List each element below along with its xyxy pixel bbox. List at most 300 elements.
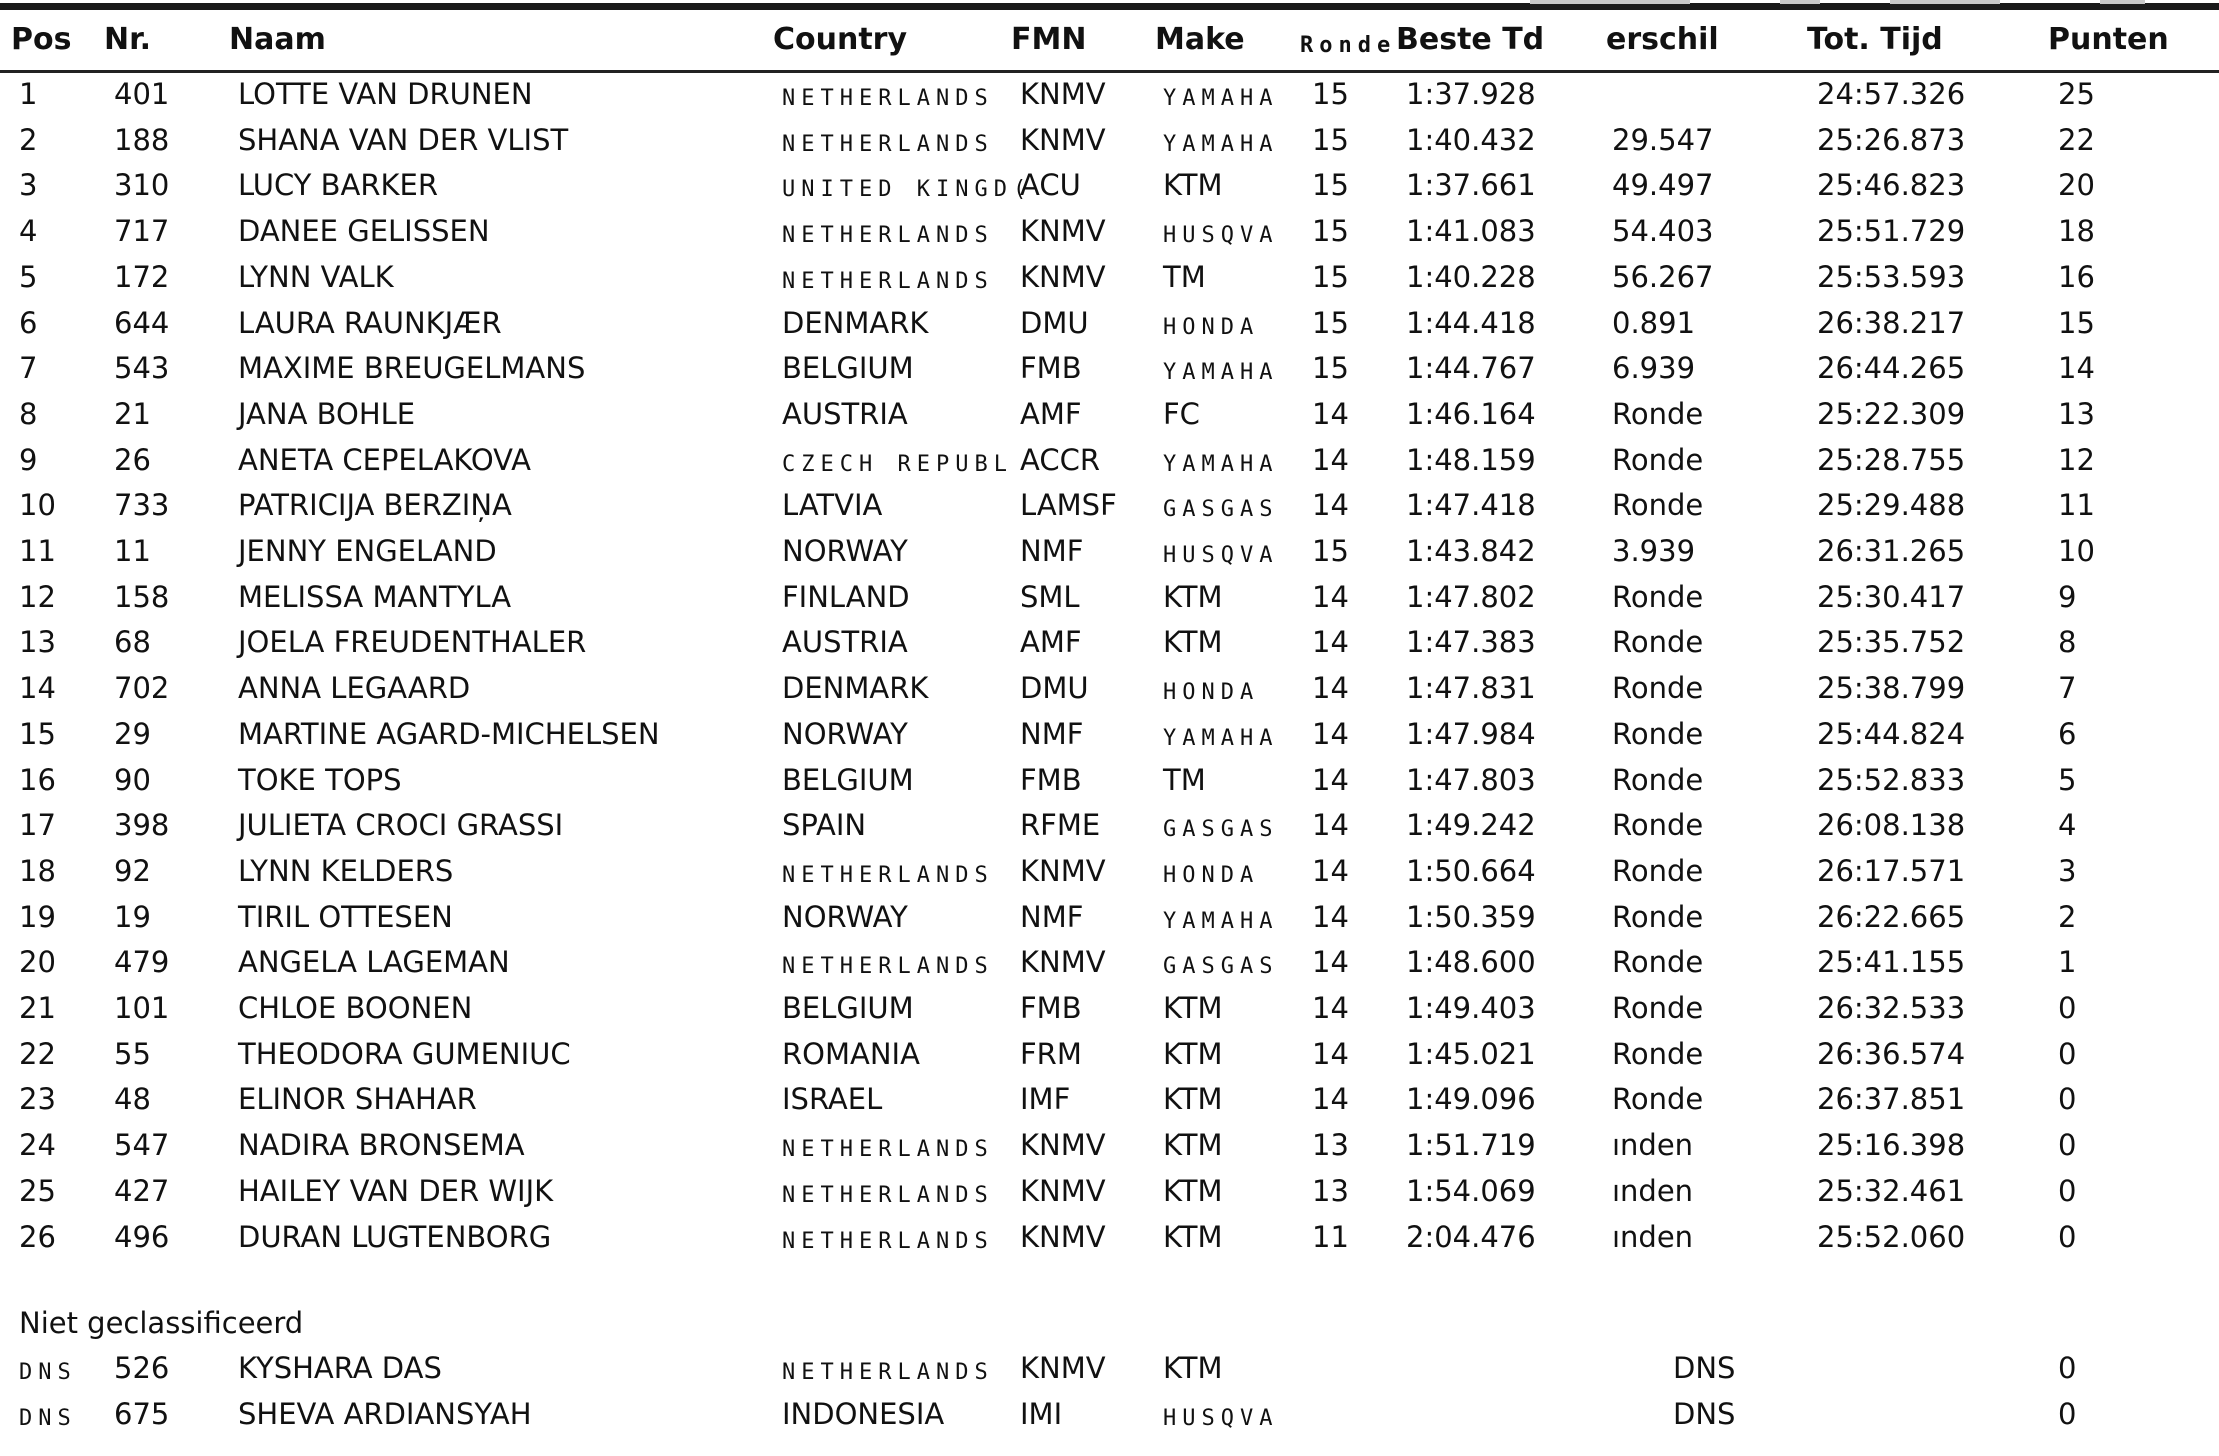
cell-pos: 15 <box>19 716 56 751</box>
cell-tot: 25:52.833 <box>1817 762 1966 797</box>
cell-pos: 20 <box>19 945 56 980</box>
cell-pos: 13 <box>19 625 56 660</box>
cell-naam: LYNN KELDERS <box>238 853 454 888</box>
cell-punten: 12 <box>2058 442 2095 477</box>
cell-fmn: IMF <box>1020 1082 1071 1117</box>
cell-beste: 1:49.242 <box>1406 808 1536 843</box>
cell-fmn: RFME <box>1020 808 1101 843</box>
cell-nr: 90 <box>114 762 151 797</box>
cell-naam: MELISSA MANTYLA <box>238 579 512 614</box>
cell-country: NORWAY <box>782 716 908 751</box>
cell-verschil: Ronde <box>1612 1082 1704 1117</box>
cell-make: TM <box>1163 259 1206 294</box>
cell-pos: 7 <box>19 351 38 386</box>
table-row <box>0 346 2219 392</box>
cell-nr: 48 <box>114 1082 151 1117</box>
cell-make: YAMAHA <box>1163 451 1279 477</box>
cell-country: NETHERLANDS <box>782 1137 994 1163</box>
cell-make: KTM <box>1163 625 1223 660</box>
cell-pos: 12 <box>19 579 56 614</box>
cell-make: YAMAHA <box>1163 86 1279 111</box>
cell-tot: 25:16.398 <box>1817 1128 1966 1163</box>
cell-verschil: 0.891 <box>1612 305 1696 340</box>
cell-make: FC <box>1163 396 1200 431</box>
table-row <box>0 1123 2219 1169</box>
cell-beste: 1:43.842 <box>1406 534 1536 568</box>
cell-nr: 526 <box>114 1351 170 1385</box>
cell-verschil: Ronde <box>1612 716 1704 751</box>
cell-ronde: 15 <box>1312 168 1349 203</box>
cell-nr: 496 <box>114 1219 170 1254</box>
cell-make: HUSQVA <box>1163 1405 1279 1431</box>
cell-country: NETHERLANDS <box>782 1182 994 1208</box>
cell-punten: 5 <box>2058 762 2077 797</box>
cell-ronde: 14 <box>1312 716 1349 751</box>
cell-make: YAMAHA <box>1163 908 1279 934</box>
cell-fmn: NMF <box>1020 716 1084 751</box>
table-row <box>0 1032 2219 1078</box>
cell-country: NETHERLANDS <box>782 862 994 888</box>
cell-pos: 1 <box>19 77 38 111</box>
cell-beste: 1:47.803 <box>1406 762 1536 797</box>
cell-beste: 1:49.096 <box>1406 1082 1536 1117</box>
cell-beste: 1:47.418 <box>1406 488 1536 523</box>
header-make: Make <box>1155 22 1245 57</box>
cell-beste: 1:47.984 <box>1406 716 1536 751</box>
cell-punten: 11 <box>2058 488 2095 523</box>
cell-verschil: 3.939 <box>1612 534 1696 568</box>
table-row <box>0 666 2219 712</box>
cell-country: DENMARK <box>782 671 929 706</box>
cell-fmn: FMB <box>1020 762 1082 797</box>
table-row <box>0 301 2219 347</box>
cell-beste: 1:44.767 <box>1406 351 1536 386</box>
cell-verschil: Ronde <box>1612 671 1704 706</box>
cell-nr: 11 <box>114 534 151 568</box>
cell-beste: 1:40.228 <box>1406 259 1536 294</box>
header-fmn: FMN <box>1011 22 1087 57</box>
cell-status: DNS <box>1673 1396 1736 1431</box>
table-row <box>0 986 2219 1032</box>
cell-fmn: KNMV <box>1020 77 1106 111</box>
cell-fmn: KNMV <box>1020 1173 1106 1208</box>
table-row <box>0 72 2219 118</box>
cell-nr: 55 <box>114 1036 151 1071</box>
cell-nr: 92 <box>114 853 151 888</box>
cell-ronde: 14 <box>1312 1036 1349 1071</box>
cell-pos: 24 <box>19 1128 56 1163</box>
cell-ronde: 14 <box>1312 488 1349 523</box>
cell-country: NETHERLANDS <box>782 954 994 980</box>
cell-punten: 0 <box>2058 1396 2077 1431</box>
cell-verschil: ınden <box>1612 1219 1694 1254</box>
cell-punten: 25 <box>2058 77 2095 111</box>
cell-naam: CHLOE BOONEN <box>238 991 473 1025</box>
cell-beste: 1:48.159 <box>1406 442 1536 477</box>
cell-pos: 16 <box>19 762 56 797</box>
cell-nr: 401 <box>114 77 170 111</box>
cell-fmn: FMB <box>1020 351 1082 386</box>
unclassified-row <box>0 1392 2219 1438</box>
cell-naam: PATRICIJA BERZIŅA <box>238 488 512 523</box>
cell-fmn: IMI <box>1020 1396 1063 1431</box>
cell-naam: ANGELA LAGEMAN <box>238 945 510 980</box>
cell-pos: 8 <box>19 396 38 431</box>
cell-country: NORWAY <box>782 534 908 568</box>
table-row <box>0 1077 2219 1123</box>
cell-verschil: Ronde <box>1612 853 1704 888</box>
cell-pos: 21 <box>19 991 56 1025</box>
cell-ronde: 14 <box>1312 991 1349 1025</box>
cell-country: NETHERLANDS <box>782 86 994 111</box>
cell-tot: 25:26.873 <box>1817 122 1966 157</box>
cell-fmn: KNMV <box>1020 122 1106 157</box>
header-punten: Punten <box>2048 22 2169 57</box>
cell-fmn: KNMV <box>1020 1128 1106 1163</box>
cell-make: HONDA <box>1163 314 1260 340</box>
cell-nr: 68 <box>114 625 151 660</box>
cell-verschil: 56.267 <box>1612 259 1714 294</box>
cell-punten: 1 <box>2058 945 2077 980</box>
cell-pos: 5 <box>19 259 38 294</box>
cell-country: LATVIA <box>782 488 883 523</box>
cell-make: HUSQVA <box>1163 223 1279 249</box>
cell-pos: 6 <box>19 305 38 340</box>
cell-nr: 717 <box>114 214 170 249</box>
cell-punten: 20 <box>2058 168 2095 203</box>
cell-pos: 19 <box>19 899 56 934</box>
cell-punten: 4 <box>2058 808 2077 843</box>
cell-fmn: KNMV <box>1020 1219 1106 1254</box>
cell-naam: SHANA VAN DER VLIST <box>238 122 569 157</box>
cell-nr: 21 <box>114 396 151 431</box>
cell-pos: 3 <box>19 168 38 203</box>
cell-verschil: ınden <box>1612 1173 1694 1208</box>
cell-fmn: LAMSF <box>1020 488 1117 523</box>
cell-naam: MAXIME BREUGELMANS <box>238 351 586 386</box>
cell-nr: 398 <box>114 808 170 843</box>
cell-nr: 172 <box>114 259 170 294</box>
cell-beste: 1:47.831 <box>1406 671 1536 706</box>
cell-tot: 25:46.823 <box>1817 168 1966 203</box>
cell-pos: DNS <box>19 1360 77 1385</box>
cell-naam: DURAN LUGTENBORG <box>238 1219 552 1254</box>
cell-pos: 17 <box>19 808 56 843</box>
cell-country: BELGIUM <box>782 991 914 1025</box>
cell-fmn: SML <box>1020 579 1080 614</box>
cell-nr: 644 <box>114 305 170 340</box>
cell-tot: 25:44.824 <box>1817 716 1966 751</box>
cell-pos: 9 <box>19 442 38 477</box>
cell-punten: 0 <box>2058 1036 2077 1071</box>
top-border-block <box>1780 0 1820 4</box>
cell-country: BELGIUM <box>782 351 914 386</box>
cell-tot: 25:28.755 <box>1817 442 1966 477</box>
table-row <box>0 392 2219 438</box>
cell-punten: 10 <box>2058 534 2095 568</box>
cell-make: KTM <box>1163 1128 1223 1163</box>
cell-country: NETHERLANDS <box>782 1228 994 1254</box>
header-naam: Naam <box>229 22 326 57</box>
cell-verschil: Ronde <box>1612 396 1704 431</box>
cell-verschil: Ronde <box>1612 625 1704 660</box>
cell-country: NETHERLANDS <box>782 223 994 249</box>
cell-ronde: 15 <box>1312 77 1349 111</box>
cell-ronde: 15 <box>1312 534 1349 568</box>
cell-ronde: 14 <box>1312 396 1349 431</box>
cell-nr: 427 <box>114 1173 170 1208</box>
table-row <box>0 620 2219 666</box>
cell-nr: 675 <box>114 1396 170 1431</box>
cell-nr: 479 <box>114 945 170 980</box>
header-ronde: Ronde <box>1300 33 1397 58</box>
table-row <box>0 575 2219 621</box>
cell-pos: 25 <box>19 1173 56 1208</box>
cell-punten: 0 <box>2058 1128 2077 1163</box>
cell-tot: 24:57.326 <box>1817 77 1966 111</box>
cell-nr: 547 <box>114 1128 170 1163</box>
header-pos: Pos <box>11 22 72 57</box>
cell-punten: 0 <box>2058 991 2077 1025</box>
cell-punten: 18 <box>2058 214 2095 249</box>
cell-tot: 25:32.461 <box>1817 1173 1966 1208</box>
top-rule <box>0 3 2219 10</box>
cell-country: AUSTRIA <box>782 396 908 431</box>
cell-make: YAMAHA <box>1163 131 1279 157</box>
cell-ronde: 14 <box>1312 945 1349 980</box>
top-border-block <box>1530 0 1690 4</box>
cell-ronde: 15 <box>1312 259 1349 294</box>
cell-ronde: 14 <box>1312 579 1349 614</box>
cell-nr: 158 <box>114 579 170 614</box>
cell-verschil: Ronde <box>1612 488 1704 523</box>
cell-tot: 26:31.265 <box>1817 534 1966 568</box>
cell-beste: 1:41.083 <box>1406 214 1536 249</box>
cell-naam: DANEE GELISSEN <box>238 214 490 249</box>
cell-fmn: KNMV <box>1020 259 1106 294</box>
cell-tot: 25:38.799 <box>1817 671 1966 706</box>
cell-fmn: DMU <box>1020 305 1089 340</box>
table-row <box>0 849 2219 895</box>
cell-ronde: 13 <box>1312 1128 1349 1163</box>
table-row <box>0 758 2219 804</box>
cell-country: CZECH REPUBL <box>782 451 1013 477</box>
cell-verschil: Ronde <box>1612 945 1704 980</box>
top-border-block <box>2100 0 2145 4</box>
cell-naam: KYSHARA DAS <box>238 1351 442 1385</box>
cell-country: INDONESIA <box>782 1396 945 1431</box>
cell-naam: MARTINE AGARD-MICHELSEN <box>238 716 660 751</box>
cell-ronde: 11 <box>1312 1219 1349 1254</box>
cell-fmn: FRM <box>1020 1036 1082 1071</box>
cell-naam: ELINOR SHAHAR <box>238 1082 477 1117</box>
header-nr: Nr. <box>104 22 152 57</box>
cell-country: UNITED KINGD( <box>782 177 1033 203</box>
cell-nr: 543 <box>114 351 170 386</box>
cell-punten: 0 <box>2058 1082 2077 1117</box>
cell-punten: 7 <box>2058 671 2077 706</box>
table-row <box>0 118 2219 164</box>
cell-ronde: 15 <box>1312 351 1349 386</box>
cell-pos: 4 <box>19 214 38 249</box>
cell-tot: 26:08.138 <box>1817 808 1966 843</box>
cell-country: NORWAY <box>782 899 908 934</box>
cell-pos: 10 <box>19 488 56 523</box>
cell-fmn: KNMV <box>1020 853 1106 888</box>
cell-country: DENMARK <box>782 305 929 340</box>
cell-naam: HAILEY VAN DER WIJK <box>238 1173 554 1208</box>
cell-ronde: 15 <box>1312 305 1349 340</box>
header-verschil: erschil <box>1606 22 1719 57</box>
cell-status: DNS <box>1673 1351 1736 1385</box>
cell-naam: THEODORA GUMENIUC <box>238 1036 571 1071</box>
cell-fmn: KNMV <box>1020 945 1106 980</box>
cell-ronde: 14 <box>1312 625 1349 660</box>
cell-pos: 26 <box>19 1219 56 1254</box>
table-row <box>0 255 2219 301</box>
cell-country: SPAIN <box>782 808 867 843</box>
cell-verschil: Ronde <box>1612 762 1704 797</box>
cell-make: KTM <box>1163 991 1223 1025</box>
cell-tot: 26:37.851 <box>1817 1082 1966 1117</box>
cell-tot: 26:22.665 <box>1817 899 1966 934</box>
cell-verschil: Ronde <box>1612 442 1704 477</box>
table-row <box>0 803 2219 849</box>
cell-naam: JULIETA CROCI GRASSI <box>238 808 564 843</box>
cell-country: FINLAND <box>782 579 910 614</box>
cell-make: GASGAS <box>1163 954 1279 980</box>
cell-nr: 29 <box>114 716 151 751</box>
cell-nr: 19 <box>114 899 151 934</box>
cell-punten: 15 <box>2058 305 2095 340</box>
cell-beste: 1:50.664 <box>1406 853 1536 888</box>
table-row <box>0 940 2219 986</box>
cell-beste: 1:46.164 <box>1406 396 1536 431</box>
cell-make: HUSQVA <box>1163 543 1279 568</box>
unclassified-label: Niet geclassificeerd <box>19 1306 304 1340</box>
header-tot: Tot. Tijd <box>1807 22 1943 57</box>
cell-naam: JANA BOHLE <box>238 396 416 431</box>
cell-punten: 22 <box>2058 122 2095 157</box>
cell-make: KTM <box>1163 1036 1223 1071</box>
cell-naam: JOELA FREUDENTHALER <box>238 625 587 660</box>
cell-fmn: AMF <box>1020 625 1082 660</box>
cell-country: ROMANIA <box>782 1036 920 1071</box>
cell-tot: 25:29.488 <box>1817 488 1966 523</box>
cell-tot: 26:44.265 <box>1817 351 1966 386</box>
cell-verschil: Ronde <box>1612 899 1704 934</box>
cell-fmn: DMU <box>1020 671 1089 706</box>
cell-nr: 26 <box>114 442 151 477</box>
cell-punten: 8 <box>2058 625 2077 660</box>
cell-pos: 2 <box>19 122 38 157</box>
cell-punten: 16 <box>2058 259 2095 294</box>
cell-beste: 2:04.476 <box>1406 1219 1536 1254</box>
cell-punten: 0 <box>2058 1173 2077 1208</box>
cell-punten: 9 <box>2058 579 2077 614</box>
cell-verschil: Ronde <box>1612 1036 1704 1071</box>
cell-naam: TOKE TOPS <box>238 762 402 797</box>
cell-naam: ANETA CEPELAKOVA <box>238 442 531 477</box>
cell-tot: 25:22.309 <box>1817 396 1966 431</box>
cell-country: NETHERLANDS <box>782 1360 994 1385</box>
cell-tot: 26:36.574 <box>1817 1036 1966 1071</box>
cell-tot: 26:32.533 <box>1817 991 1966 1025</box>
cell-tot: 25:41.155 <box>1817 945 1966 980</box>
cell-ronde: 14 <box>1312 853 1349 888</box>
cell-punten: 3 <box>2058 853 2077 888</box>
cell-nr: 101 <box>114 991 170 1025</box>
cell-ronde: 14 <box>1312 1082 1349 1117</box>
cell-fmn: NMF <box>1020 534 1084 568</box>
cell-make: KTM <box>1163 579 1223 614</box>
cell-fmn: KNMV <box>1020 214 1106 249</box>
table-row <box>0 1169 2219 1215</box>
cell-tot: 25:53.593 <box>1817 259 1966 294</box>
cell-beste: 1:49.403 <box>1406 991 1536 1025</box>
cell-nr: 310 <box>114 168 170 203</box>
cell-beste: 1:50.359 <box>1406 899 1536 934</box>
cell-pos: 22 <box>19 1036 56 1071</box>
cell-make: KTM <box>1163 1173 1223 1208</box>
cell-beste: 1:51.719 <box>1406 1128 1536 1163</box>
cell-verschil: Ronde <box>1612 579 1704 614</box>
cell-fmn: NMF <box>1020 899 1084 934</box>
cell-beste: 1:54.069 <box>1406 1173 1536 1208</box>
table-row <box>0 483 2219 529</box>
cell-pos: 23 <box>19 1082 56 1117</box>
cell-country: ISRAEL <box>782 1082 883 1117</box>
cell-naam: JENNY ENGELAND <box>238 534 497 568</box>
cell-beste: 1:44.418 <box>1406 305 1536 340</box>
table-row <box>0 529 2219 575</box>
cell-country: AUSTRIA <box>782 625 908 660</box>
cell-fmn: ACCR <box>1020 442 1100 477</box>
cell-pos: 18 <box>19 853 56 888</box>
table-row <box>0 1215 2219 1261</box>
cell-nr: 702 <box>114 671 170 706</box>
cell-fmn: ACU <box>1020 168 1081 203</box>
cell-ronde: 14 <box>1312 442 1349 477</box>
unclassified-row <box>0 1346 2219 1392</box>
cell-tot: 26:38.217 <box>1817 305 1966 340</box>
cell-beste: 1:47.802 <box>1406 579 1536 614</box>
cell-tot: 25:51.729 <box>1817 214 1966 249</box>
top-border-block <box>1890 0 2000 4</box>
cell-fmn: AMF <box>1020 396 1082 431</box>
cell-naam: NADIRA BRONSEMA <box>238 1128 525 1163</box>
cell-naam: TIRIL OTTESEN <box>238 899 453 934</box>
cell-beste: 1:45.021 <box>1406 1036 1536 1071</box>
cell-make: KTM <box>1163 1082 1223 1117</box>
table-row <box>0 712 2219 758</box>
cell-country: NETHERLANDS <box>782 268 994 294</box>
table-row <box>0 163 2219 209</box>
cell-beste: 1:37.928 <box>1406 77 1536 111</box>
cell-make: KTM <box>1163 1351 1223 1385</box>
cell-nr: 188 <box>114 122 170 157</box>
cell-punten: 0 <box>2058 1351 2077 1385</box>
cell-tot: 25:52.060 <box>1817 1219 1966 1254</box>
cell-naam: LAURA RAUNKJÆR <box>238 305 502 340</box>
cell-make: TM <box>1163 762 1206 797</box>
cell-tot: 26:17.571 <box>1817 853 1966 888</box>
cell-ronde: 13 <box>1312 1173 1349 1208</box>
cell-country: BELGIUM <box>782 762 914 797</box>
header-beste: Beste Td <box>1396 22 1545 57</box>
cell-punten: 2 <box>2058 899 2077 934</box>
cell-make: YAMAHA <box>1163 725 1279 751</box>
